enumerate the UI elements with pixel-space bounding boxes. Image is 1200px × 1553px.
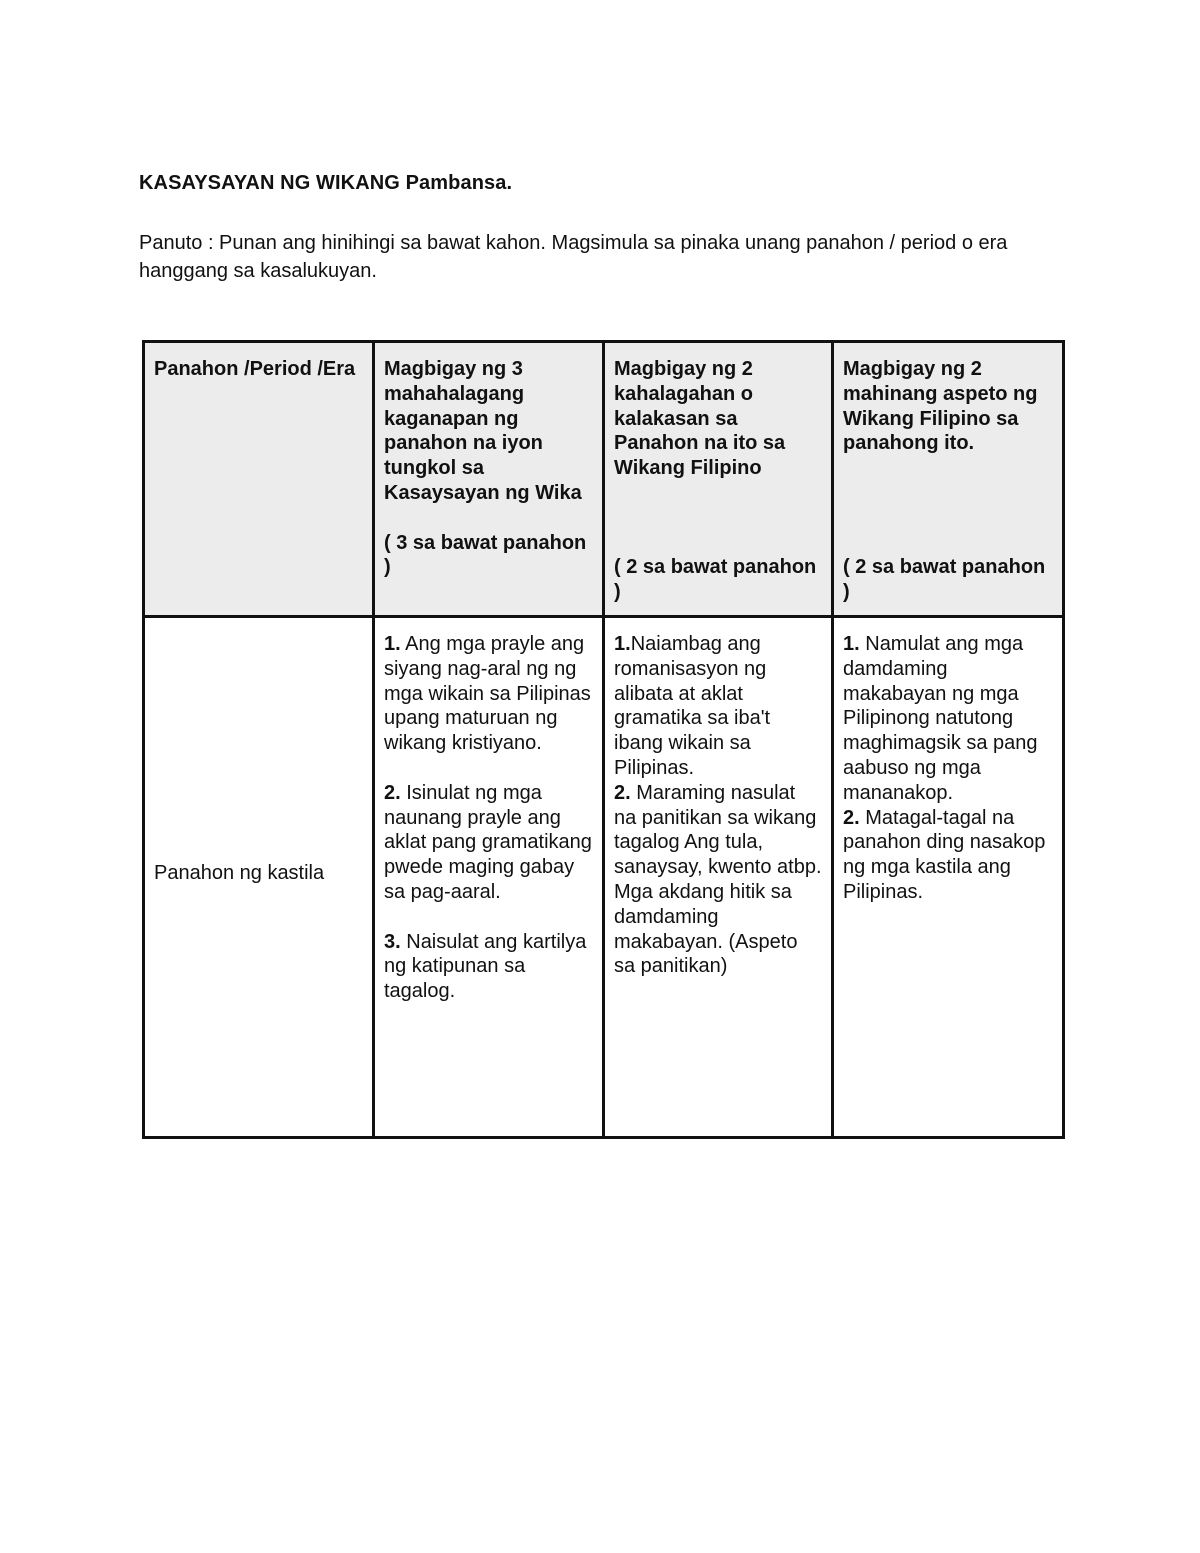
header-events-label: Magbigay ng 3 mahahalagang kaganapan ng panahon na iyon tungkol sa Kasaysayan ng Wika: [384, 358, 582, 504]
header-weaknesses-note: ( 2 sa bawat panahon ): [843, 556, 1046, 604]
weaknesses-cell: [833, 617, 1064, 1138]
header-events-note: ( 3 sa bawat panahon ): [384, 531, 587, 579]
header-era: [144, 342, 374, 617]
events-cell: [374, 617, 604, 1138]
event-item: 3. Naisulat ang kartilya ng katipunan sa tagalog.: [384, 930, 587, 1003]
header-events: [374, 342, 604, 617]
event-item: 1. Ang mga prayle ang siyang nag-aral ng ng mga wikain sa Pilipinas upang maturuan ng wikang kristiyano.: [384, 633, 591, 755]
weakness-item: 2. Matagal-tagal na panahon ding nasakop ng mga kastila ang Pilipinas.: [843, 806, 1046, 903]
document-title: KASAYSAYAN NG WIKANG Pambansa.: [139, 172, 513, 194]
strengths-cell: [604, 617, 833, 1138]
header-strengths: [604, 342, 833, 617]
header-strengths-label: Magbigay ng 2 kahalagahan o kalakasan sa Panahon na ito sa Wikang Filipino: [614, 358, 786, 480]
weakness-item: 1. Namulat ang mga damdaming makabayan ng mga Pilipinong natutong maghimagsik sa pang aabuso ng mga mananakop.: [843, 633, 1038, 804]
strength-item: 1.Naiambag ang romanisasyon ng alibata at aklat gramatika sa iba't ibang wikain sa Pilipinas.: [614, 633, 771, 779]
era-cell: [144, 617, 374, 1138]
header-strengths-note: ( 2 sa bawat panahon ): [614, 556, 817, 604]
header-era-label: Panahon /Period /Era: [154, 358, 356, 380]
history-table: [142, 340, 1065, 1139]
header-weaknesses: [833, 342, 1064, 617]
event-item: 2. Isinulat ng mga naunang prayle ang aklat pang gramatikang pwede maging gabay sa pag-aaral.: [384, 781, 592, 903]
instructions-text: Panuto : Punan ang hinihingi sa bawat kahon. Magsimula sa pinaka unang panahon / period o era hanggang sa kasalukuyan.: [139, 232, 1008, 282]
era-label: Panahon ng kastila: [154, 861, 325, 884]
table-row: [144, 617, 1064, 1138]
header-row: [144, 342, 1064, 617]
strength-item: 2. Maraming nasulat na panitikan sa wikang tagalog Ang tula, sanaysay, kwento atbp. Mga akdang hitik sa damdaming makabayan. (Aspeto sa panitikan): [614, 781, 822, 978]
header-weaknesses-label: Magbigay ng 2 mahinang aspeto ng Wikang Filipino sa panahong ito.: [843, 358, 1038, 455]
